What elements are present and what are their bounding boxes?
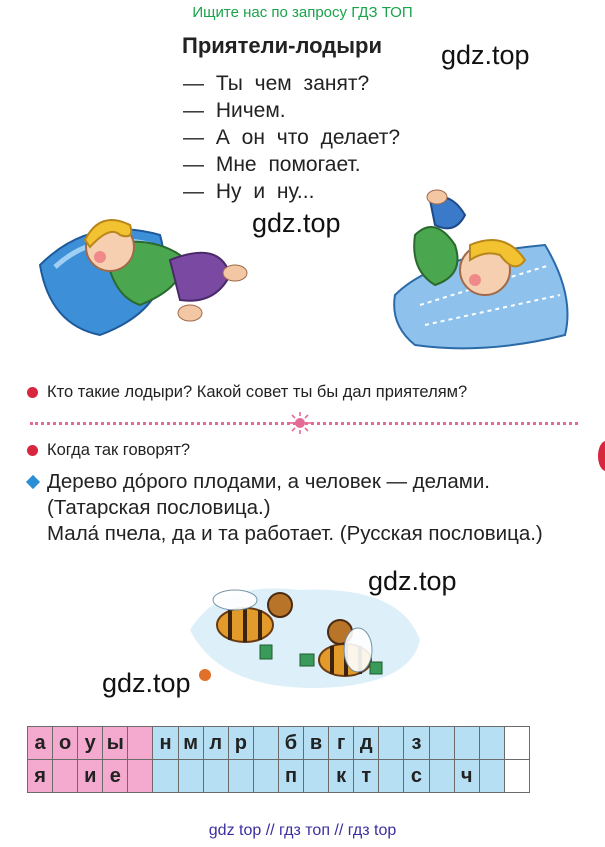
letter-cell: н — [153, 727, 178, 760]
letter-cell — [454, 727, 479, 760]
page-title: Приятели-лодыри — [182, 33, 382, 58]
letter-cell — [429, 760, 454, 793]
letter-cell — [178, 760, 203, 793]
proverbs — [47, 469, 577, 547]
letter-cell: р — [228, 727, 253, 760]
letter-cell: п — [278, 760, 303, 793]
letter-cell: к — [329, 760, 354, 793]
letter-cell — [304, 760, 329, 793]
letter-cell — [504, 727, 529, 760]
letter-cell: т — [354, 760, 379, 793]
dialog-line: — А он что делает? — [183, 126, 401, 149]
letter-cell — [203, 760, 228, 793]
letter-table-row — [28, 760, 530, 793]
letter-cell: о — [53, 727, 78, 760]
watermark: gdz.top — [441, 40, 530, 70]
letter-cell — [479, 760, 504, 793]
letter-cell — [379, 760, 404, 793]
watermark: gdz.top — [368, 566, 457, 596]
letter-cell: д — [354, 727, 379, 760]
letter-cell: б — [278, 727, 303, 760]
lazy-boy-left-illustration — [30, 195, 255, 345]
proverb-diamond-icon — [26, 475, 40, 489]
letter-cell: в — [304, 727, 329, 760]
letter-cell: с — [404, 760, 429, 793]
letter-table — [27, 726, 530, 793]
watermark: gdz.top — [102, 668, 191, 698]
dialog-line: — Ты чем занят? — [183, 72, 370, 95]
letter-cell: а — [28, 727, 53, 760]
letter-cell: я — [28, 760, 53, 793]
dialog-line: — Ну и ну... — [183, 180, 315, 203]
letter-cell: з — [404, 727, 429, 760]
proverb-text: Дерево до́рого плодами, а человек — делами. (Татарская пословица.) — [47, 470, 490, 519]
letter-cell: л — [203, 727, 228, 760]
letter-cell — [479, 727, 504, 760]
letter-cell: и — [78, 760, 103, 793]
letter-cell — [53, 760, 78, 793]
letter-cell — [504, 760, 529, 793]
letter-table-row — [28, 727, 530, 760]
dialog-line: — Мне помогает. — [183, 153, 361, 176]
letter-cell — [153, 760, 178, 793]
letter-cell — [253, 727, 278, 760]
letter-cell — [253, 760, 278, 793]
letter-cell: е — [103, 760, 128, 793]
letter-cell — [128, 760, 153, 793]
search-hint: Ищите нас по запросу ГДЗ ТОП — [192, 4, 413, 21]
question-text: Кто такие лодыри? Какой совет ты бы дал приятелям? — [47, 383, 468, 401]
watermark: gdz.top — [252, 208, 341, 238]
letter-cell: ч — [454, 760, 479, 793]
letter-cell: у — [78, 727, 103, 760]
letter-cell — [429, 727, 454, 760]
dialog-lines — [183, 70, 400, 205]
letter-cell: м — [178, 727, 203, 760]
question-bullet-icon — [27, 387, 38, 398]
proverb-text: Мала́ пчела, да и та работает. (Русская пословица.) — [47, 522, 543, 545]
letter-cell — [128, 727, 153, 760]
letter-cell: г — [329, 727, 354, 760]
letter-cell — [379, 727, 404, 760]
footer: gdz top // гдз топ // гдз top — [208, 822, 397, 839]
dialog-line: — Ничем. — [183, 99, 286, 122]
letter-cell: ы — [103, 727, 128, 760]
sun-divider-icon — [289, 412, 311, 434]
letter-cell — [228, 760, 253, 793]
question-bullet-icon — [27, 445, 38, 456]
page-edge-marker — [598, 441, 605, 471]
lazy-boy-right-illustration — [375, 185, 580, 355]
question-text: Когда так говорят? — [47, 441, 191, 459]
